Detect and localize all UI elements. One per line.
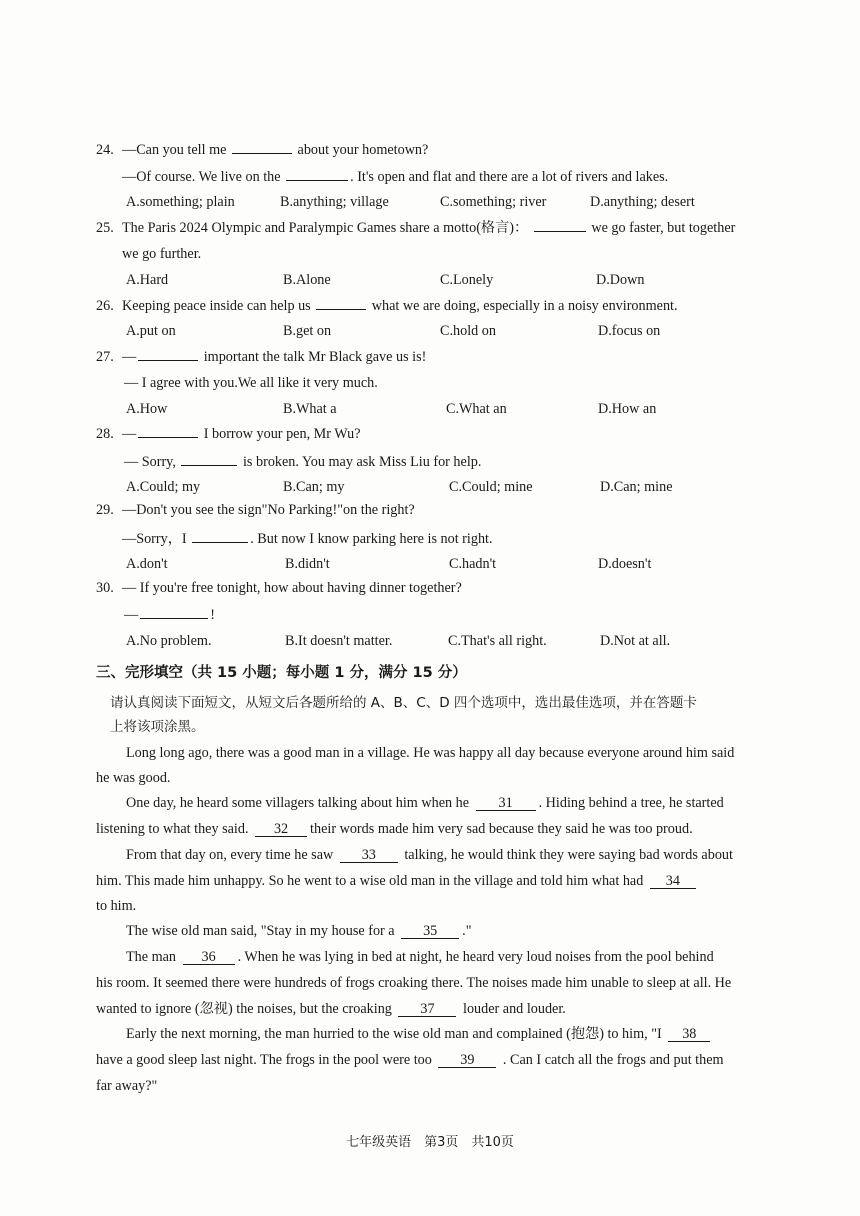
question-text: is broken. You may ask Miss Liu for help.: [242, 454, 482, 470]
question-number: 26.: [96, 298, 114, 314]
cloze-blank-33: 33: [340, 848, 398, 863]
option-a: A.something; plain: [126, 194, 235, 210]
passage-text: listening to what they said.: [96, 821, 249, 837]
option-a: A.Hard: [126, 272, 169, 288]
option-b: B.What a: [283, 401, 337, 417]
option-a: A.How: [126, 401, 168, 417]
answer-blank: [138, 424, 198, 438]
option-c: C.hold on: [440, 323, 496, 339]
question-29-line1: [96, 501, 415, 519]
passage-text: wanted to ignore (忽视) the noises, but the croaking: [96, 1001, 392, 1017]
question-text: I borrow your pen, Mr Wu?: [203, 426, 361, 442]
option-d: D.Can; mine: [600, 479, 673, 495]
question-30-line1: [96, 579, 462, 597]
passage-line: to him.: [96, 898, 137, 914]
passage-line: [126, 794, 724, 812]
passage-text: . Can I catch all the frogs and put them: [502, 1052, 724, 1068]
section-instructions: 上将该项涂黑。: [110, 719, 205, 735]
answer-blank: [181, 452, 237, 466]
question-number: 24.: [96, 142, 114, 158]
passage-text: their words made him very sad because they said he was too proud.: [310, 821, 693, 837]
option-a: A.No problem.: [126, 633, 212, 649]
question-text: we go faster, but together: [591, 220, 736, 236]
passage-text: The wise old man said, "Stay in my house for a: [126, 923, 395, 939]
question-number: 27.: [96, 349, 114, 365]
section-instructions: 请认真阅读下面短文，从短文后各题所给的 A、B、C、D 四个选项中，选出最佳选项，并在答题卡: [110, 695, 697, 711]
answer-blank: [316, 296, 366, 310]
question-text: —Can you tell me: [122, 142, 227, 158]
question-text: — If you're free tonight, how about having dinner together?: [122, 580, 462, 596]
question-text: . But now I know parking here is not right.: [250, 531, 493, 547]
question-text: !: [210, 607, 215, 623]
option-b: B.didn't: [285, 556, 330, 572]
question-text: —: [124, 607, 139, 623]
option-b: B.It doesn't matter.: [285, 633, 393, 649]
answer-blank: [286, 167, 348, 181]
passage-text: louder and louder.: [463, 1001, 566, 1017]
passage-text: . When he was lying in bed at night, he heard very loud noises from the pool behind: [237, 949, 714, 965]
passage-line: [126, 1025, 713, 1043]
option-d: D.Not at all.: [600, 633, 671, 649]
passage-line: [126, 948, 714, 966]
answer-blank: [140, 605, 208, 619]
option-c: C.Could; mine: [449, 479, 533, 495]
question-text: — Sorry,: [124, 454, 176, 470]
option-c: C.hadn't: [449, 556, 497, 572]
passage-text: him. This made him unhappy. So he went to a wise old man in the village and told him what had: [96, 873, 644, 889]
question-28-line1: [96, 424, 361, 443]
question-24-line1: [96, 140, 428, 159]
passage-text: The man: [126, 949, 177, 965]
cloze-blank-31: 31: [476, 796, 536, 811]
passage-text: One day, he heard some villagers talking about him when he: [126, 795, 470, 811]
question-text: . It's open and flat and there are a lot of rivers and lakes.: [350, 169, 669, 185]
passage-text: Early the next morning, the man hurried to the wise old man and complained (抱怨) to him, "I: [126, 1026, 662, 1042]
passage-line: [126, 922, 472, 940]
passage-line: [96, 1051, 724, 1069]
question-number: 30.: [96, 580, 114, 596]
cloze-blank-32: 32: [255, 822, 307, 837]
option-c: C.Lonely: [440, 272, 494, 288]
option-d: D.How an: [598, 401, 657, 417]
section-title: 三、完形填空（共 15 小题；每小题 1 分，满分 15 分）: [96, 665, 467, 681]
passage-line: his room. It seemed there were hundreds of frogs croaking there. The noises made him unable to sleep at all. He: [96, 975, 732, 991]
passage-text: talking, he would think they were saying bad words about: [404, 847, 733, 863]
question-number: 28.: [96, 426, 114, 442]
option-a: A.put on: [126, 323, 176, 339]
answer-blank: [232, 140, 292, 154]
question-text: Keeping peace inside can help us: [122, 298, 311, 314]
answer-blank: [138, 347, 198, 361]
passage-line: far away?": [96, 1078, 158, 1094]
passage-line: [126, 846, 733, 864]
option-a: A.Could; my: [126, 479, 201, 495]
passage-line: [96, 872, 699, 890]
cloze-blank-34: 34: [650, 874, 696, 889]
passage-text: have a good sleep last night. The frogs in the pool were too: [96, 1052, 432, 1068]
option-b: B.Alone: [283, 272, 331, 288]
question-text: —: [122, 349, 137, 365]
question-30-line2: [124, 605, 215, 624]
cloze-blank-38: 38: [668, 1027, 710, 1042]
option-b: B.anything; village: [280, 194, 389, 210]
cloze-blank-37: 37: [398, 1002, 456, 1017]
answer-blank: [192, 529, 248, 543]
passage-line: [96, 1000, 566, 1018]
question-24-line2: [122, 167, 668, 186]
question-text: about your hometown?: [297, 142, 429, 158]
question-text: —: [122, 426, 137, 442]
passage-text: From that day on, every time he saw: [126, 847, 334, 863]
question-number: 25.: [96, 220, 114, 236]
option-c: C.That's all right.: [448, 633, 547, 649]
cloze-blank-39: 39: [438, 1053, 496, 1068]
question-28-line2: [124, 452, 481, 471]
passage-line: [96, 820, 693, 838]
question-25-line2: we go further.: [122, 246, 202, 262]
passage-line: he was good.: [96, 770, 171, 786]
question-text: —Of course. We live on the: [122, 169, 281, 185]
question-27-line1: [96, 347, 426, 366]
passage-text: . Hiding behind a tree, he started: [538, 795, 724, 811]
question-27-line2: — I agree with you.We all like it very much.: [124, 375, 378, 391]
question-number: 29.: [96, 502, 114, 518]
option-d: D.Down: [596, 272, 645, 288]
passage-text: .": [462, 923, 472, 939]
option-c: C.something; river: [440, 194, 547, 210]
option-b: B.Can; my: [283, 479, 345, 495]
answer-blank: [534, 218, 586, 232]
question-text: —Don't you see the sign"No Parking!"on the right?: [122, 502, 415, 518]
question-text: what we are doing, especially in a noisy environment.: [371, 298, 678, 314]
option-d: D.focus on: [598, 323, 661, 339]
passage-line: Long long ago, there was a good man in a village. He was happy all day because everyone around him said: [126, 745, 735, 761]
question-29-line2: [122, 529, 493, 548]
option-d: D.anything; desert: [590, 194, 695, 210]
option-c: C.What an: [446, 401, 507, 417]
option-a: A.don't: [126, 556, 168, 572]
option-d: D.doesn't: [598, 556, 652, 572]
cloze-blank-36: 36: [183, 950, 235, 965]
question-26-line1: [96, 296, 678, 315]
question-text: important the talk Mr Black gave us is!: [203, 349, 427, 365]
cloze-blank-35: 35: [401, 924, 459, 939]
page-footer: 七年级英语 第3页 共10页: [346, 1135, 514, 1150]
option-b: B.get on: [283, 323, 332, 339]
question-text: The Paris 2024 Olympic and Paralympic Games share a motto(格言)：: [122, 220, 529, 236]
question-text: —Sorry，I: [122, 531, 187, 547]
question-25-line1: [96, 218, 735, 237]
